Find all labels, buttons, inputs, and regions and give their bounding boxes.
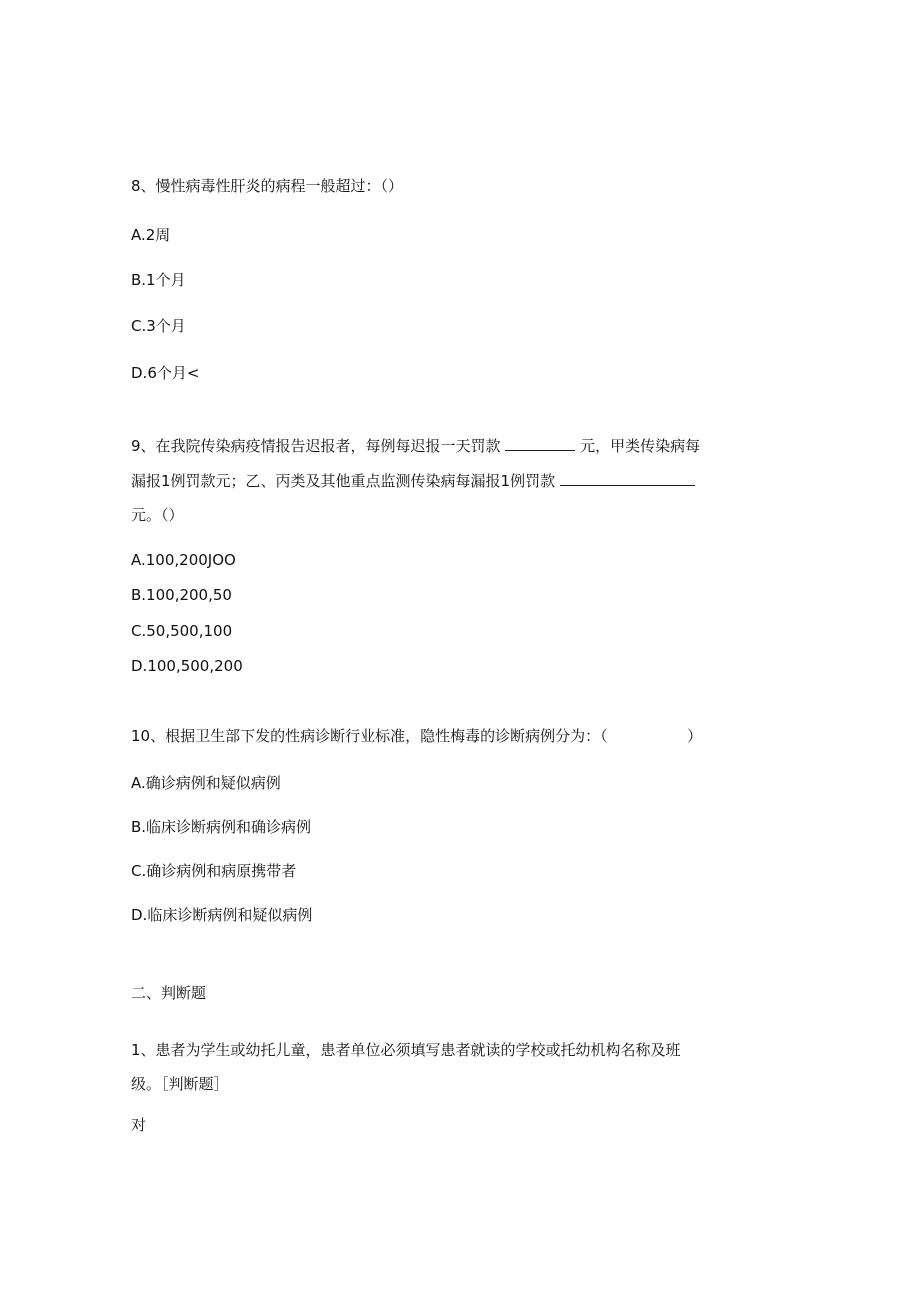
q9-blank-2 — [560, 470, 695, 486]
q9-option-b: B.100,200,50 — [131, 586, 232, 604]
q9-option-a: A.100,200JOO — [131, 551, 236, 569]
q10-option-b: B.临床诊断病例和确诊病例 — [131, 818, 312, 836]
q10-question-close: ） — [687, 727, 703, 745]
q8-option-d: D.6个月< — [131, 364, 200, 382]
q9-line2 — [131, 470, 695, 491]
q8-option-b: B.1个月 — [131, 271, 186, 289]
tf-q1-line2: 级。［判断题］ — [131, 1075, 229, 1093]
tf-q1-line1: 1、患者为学生或幼托儿童，患者单位必须填写患者就读的学校或托幼机构名称及班 — [131, 1041, 681, 1059]
q8-option-a: A.2周 — [131, 226, 171, 244]
q10-option-c: C.确诊病例和病原携带者 — [131, 862, 297, 880]
q9-option-c: C.50,500,100 — [131, 622, 233, 640]
q9-line3: 元。（） — [131, 506, 184, 524]
q9-line1-text-a: 9、在我院传染病疫情报告迟报者，每例每迟报一天罚款 — [131, 437, 501, 455]
section-heading: 二、判断题 — [131, 984, 207, 1002]
q9-line2-text: 漏报1例罚款元；乙、丙类及其他重点监测传染病每漏报1例罚款 — [131, 472, 556, 490]
q9-blank-1 — [505, 435, 575, 451]
q9-line1 — [131, 435, 700, 456]
q10-option-d: D.临床诊断病例和疑似病例 — [131, 906, 313, 924]
q9-line1-text-b: 元，甲类传染病每 — [580, 437, 701, 455]
q10-question-text: 10、根据卫生部下发的性病诊断行业标准，隐性梅毒的诊断病例分为：（ — [131, 727, 608, 745]
q10-question — [131, 726, 702, 746]
q8-question: 8、慢性病毒性肝炎的病程一般超过：（） — [131, 177, 404, 195]
q8-option-c: C.3个月 — [131, 317, 186, 335]
tf-q1-answer: 对 — [131, 1116, 147, 1134]
q10-option-a: A.确诊病例和疑似病例 — [131, 774, 281, 792]
q9-option-d: D.100,500,200 — [131, 657, 243, 675]
